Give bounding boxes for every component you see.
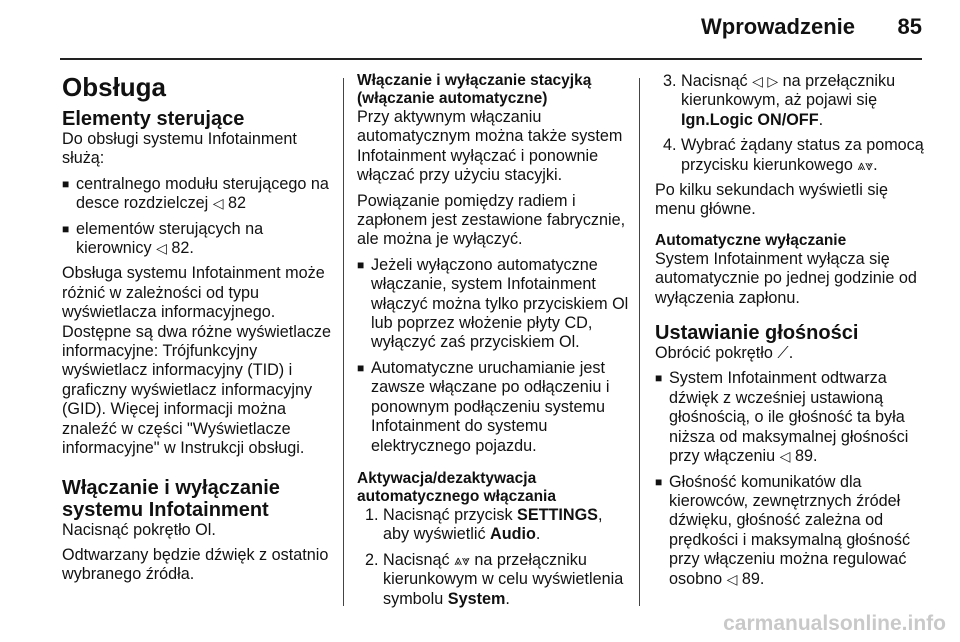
section-title: Wprowadzenie bbox=[700, 14, 855, 39]
paragraph: Obsługa systemu Infotainment może różnić w zależności od typu wyświetlacza informacyjnego. Dostępne są dwa różne wyświetlacze informacyjne: Trójfunkcyjny wyświetlacz informacyjny (TID) i graficzny wyświetlacz informacyjny (GID). Więcej informacji można znaleźć w części "Wyświetlacze informacyjne" w Instrukcji obsługi. bbox=[62, 264, 332, 458]
power-knob-icon: Ol bbox=[195, 520, 212, 539]
page-reference: 89. bbox=[741, 569, 765, 588]
page-reference: 82. bbox=[171, 239, 194, 258]
column-2 bbox=[357, 72, 629, 615]
paragraph: Nacisnąć pokrętło Ol. bbox=[62, 520, 216, 539]
paragraph: Obrócić pokrętło ⟋. bbox=[655, 344, 794, 363]
right-arrow-icon: ▷ bbox=[767, 73, 779, 89]
page-reference: 82 bbox=[228, 194, 247, 213]
volume-knob-icon: ⟋ bbox=[777, 344, 789, 363]
numbered-step: 1. Nacisnąć przycisk SETTINGS, aby wyświetlić Audio. bbox=[365, 505, 603, 544]
numbered-step: 3. Nacisnąć ◁ ▷ na przełączniku kierunkowym, aż pojawi się Ign.Logic ON/OFF. bbox=[663, 72, 896, 129]
reference-arrow-icon: ◁ bbox=[726, 570, 738, 587]
numbered-step: 2. Nacisnąć ⩓⩔ na przełączniku kierunkowym w celu wyświetlenia symbolu System. bbox=[365, 550, 624, 608]
list-item: ■ System Infotainment odtwarza dźwięk z wcześniej ustawioną głośnością, o ile głośność ta była niższa od maksymalnej głośności przy włączeniu ◁ 89. bbox=[655, 369, 927, 466]
subsection-heading: Aktywacja/dezaktywacja automatycznego włączania bbox=[357, 469, 556, 505]
list-item: ■ elementów sterujących na kierownicy ◁ 82. bbox=[62, 220, 334, 259]
reference-arrow-icon: ◁ bbox=[212, 195, 224, 212]
section-heading: Włączanie i wyłączanie systemu Infotainment bbox=[62, 476, 280, 521]
paragraph: Do obsługi systemu Infotainment służą: bbox=[62, 130, 297, 168]
page-header bbox=[0, 0, 960, 58]
list-item: ■ Głośność komunikatów dla kierowców, zewnętrznych źródeł dźwięku, głośność zależna od prędkości i maksymalną głośność przy włączeniu można regulować osobno ◁ 89. bbox=[655, 473, 927, 589]
column-3 bbox=[655, 72, 927, 595]
paragraph: Powiązanie pomiędzy radiem i zapłonem jest zestawione fabrycznie, ale można je wyłączyć. bbox=[357, 191, 626, 249]
paragraph: Odtwarzany będzie dźwięk z ostatnio wybranego źródła. bbox=[62, 545, 329, 584]
column-1 bbox=[62, 72, 334, 591]
subsection-heading: Automatyczne wyłączanie bbox=[655, 231, 847, 249]
header-rule bbox=[60, 58, 922, 60]
reference-arrow-icon: ◁ bbox=[779, 448, 791, 465]
paragraph: Przy aktywnym włączaniu automatycznym można także system Infotainment wyłączać i ponownie włączać przy użyciu stacyjki. bbox=[357, 108, 623, 185]
reference-arrow-icon: ◁ bbox=[156, 240, 167, 257]
section-heading: Elementy sterujące bbox=[62, 108, 245, 130]
left-arrow-icon: ◁ bbox=[752, 73, 763, 89]
subsection-heading: Włączanie i wyłączanie stacyjką (włączanie automatyczne) bbox=[357, 72, 592, 107]
up-down-icon: ⩓⩔ bbox=[454, 551, 470, 568]
watermark: carmanualsonline.info bbox=[723, 612, 946, 635]
page-number: 85 bbox=[897, 14, 922, 39]
chapter-heading: Obsługa bbox=[62, 72, 167, 102]
paragraph: System Infotainment wyłącza się automatycznie po jednej godzinie od wyłączenia zapłonu. bbox=[655, 249, 917, 307]
column-divider bbox=[639, 78, 640, 606]
power-button-icon: Ol bbox=[558, 333, 576, 352]
numbered-step: 4. Wybrać żądany status za pomocą przycisku kierunkowego ⩓⩔. bbox=[663, 136, 924, 174]
list-item: ■ centralnego modułu sterującego na desce rozdzielczej ◁ 82 bbox=[62, 175, 334, 214]
column-divider bbox=[343, 78, 344, 606]
section-heading: Ustawianie głośności bbox=[655, 322, 859, 345]
power-button-icon: Ol bbox=[612, 294, 629, 313]
up-down-icon: ⩓⩔ bbox=[857, 156, 874, 173]
paragraph: Po kilku sekundach wyświetli się menu główne. bbox=[655, 181, 889, 219]
page-reference: 89. bbox=[794, 447, 818, 466]
list-item: ■ Jeżeli wyłączono automatyczne włączanie, system Infotainment włączyć można tylko przyciskiem Ol lub poprzez włożenie płyty CD, wyłączyć zaś przyciskiem Ol. bbox=[357, 256, 629, 353]
list-item: ■ Automatyczne uruchamianie jest zawsze włączane po odłączeniu i ponownym podłączeniu systemu Infotainment do systemu elektrycznego pojazdu. bbox=[357, 359, 629, 456]
